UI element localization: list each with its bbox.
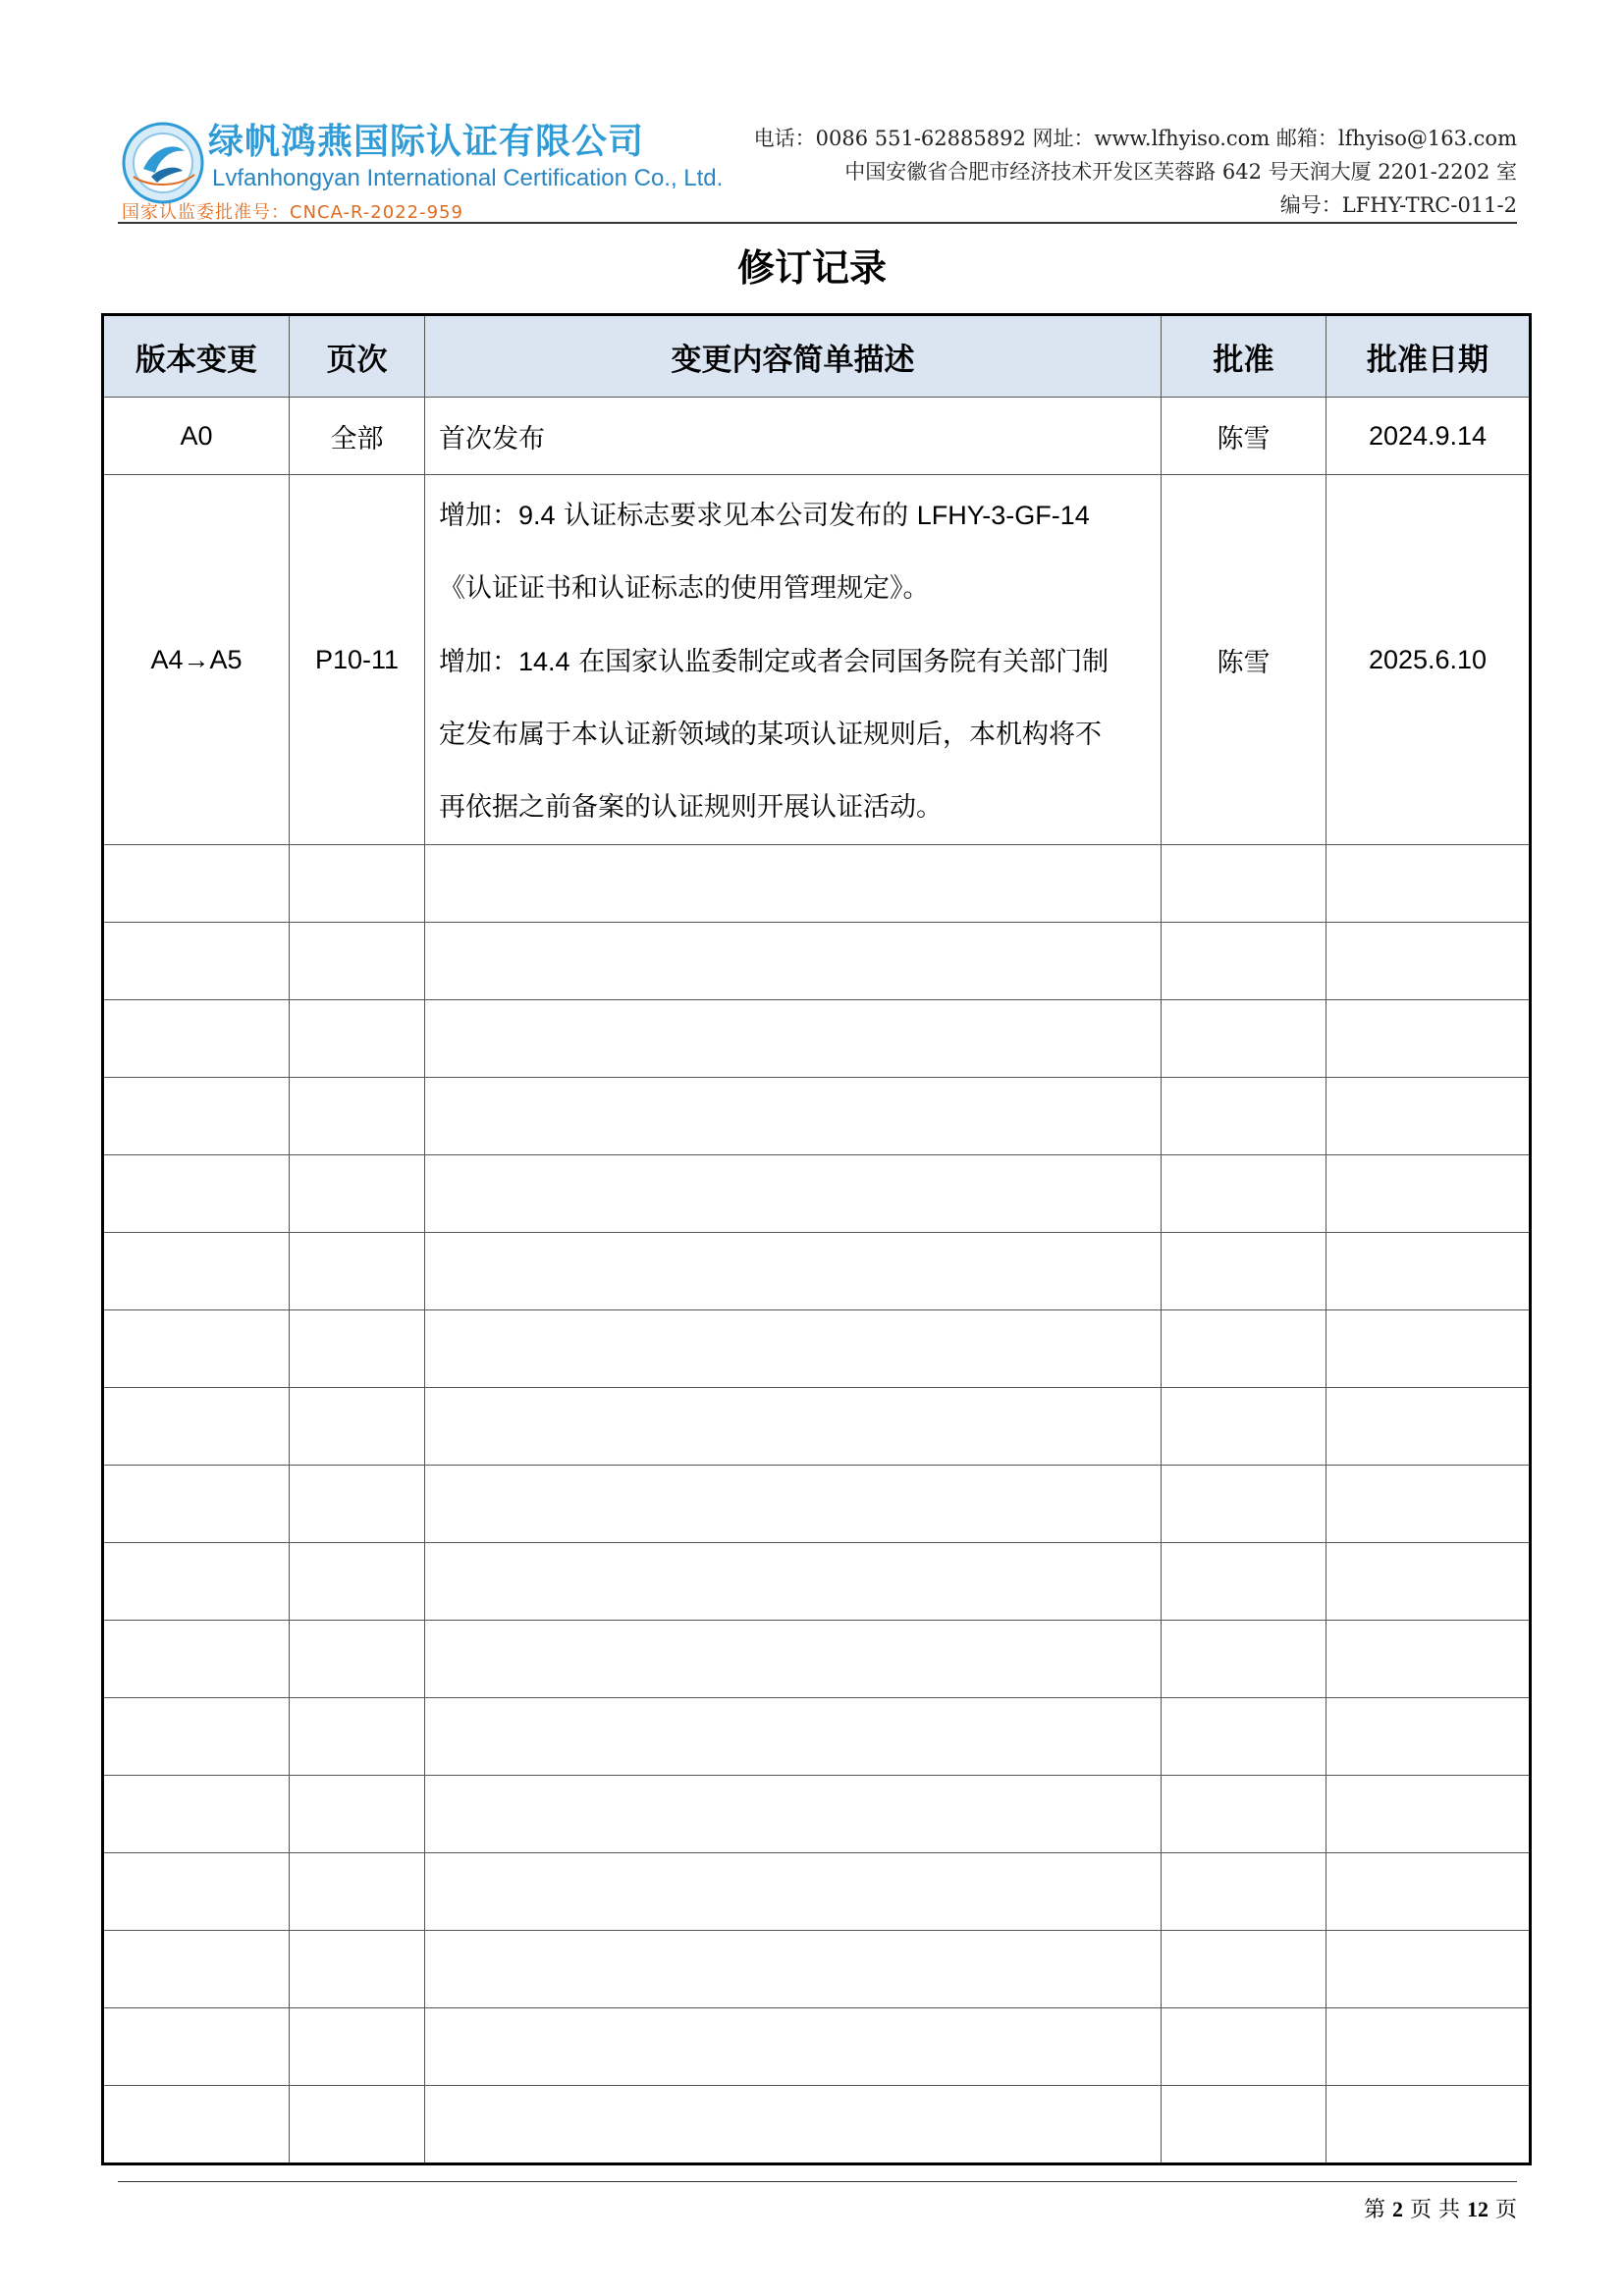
empty-cell <box>1162 1543 1326 1621</box>
footer-divider <box>118 2181 1517 2182</box>
table-row-empty <box>103 1000 1531 1078</box>
table-row-empty <box>103 1621 1531 1698</box>
empty-cell <box>103 1466 290 1543</box>
empty-cell <box>103 1698 290 1776</box>
page-label-mid: 页 共 <box>1409 2198 1460 2222</box>
column-header-date: 批准日期 <box>1326 315 1531 398</box>
empty-cell <box>425 1233 1162 1310</box>
empty-cell <box>1162 1776 1326 1853</box>
table-row-empty <box>103 1155 1531 1233</box>
description-line: 增加：14.4 在国家认监委制定或者会同国务院有关部门制 <box>439 647 1110 677</box>
empty-cell <box>1326 1310 1531 1388</box>
empty-cell <box>103 2086 290 2164</box>
column-header-version: 版本变更 <box>103 315 290 398</box>
cell-version: A0 <box>103 398 290 475</box>
cell-approver: 陈雪 <box>1162 475 1326 845</box>
empty-cell <box>1326 2008 1531 2086</box>
table-row-empty <box>103 2086 1531 2164</box>
empty-cell <box>425 2086 1162 2164</box>
empty-cell <box>1162 1155 1326 1233</box>
table-row-empty <box>103 1853 1531 1931</box>
empty-cell <box>425 1078 1162 1155</box>
document-number: 编号：LFHY-TRC-011-2 <box>1279 193 1517 217</box>
page-label-pre: 第 <box>1363 2198 1385 2222</box>
contact-line: 电话：0086 551-62885892 网址：www.lfhyiso.com 邮箱：lfhyiso@163.com <box>753 127 1517 150</box>
description-lines <box>439 475 1147 844</box>
table-header-row <box>103 315 1531 398</box>
empty-cell <box>425 1621 1162 1698</box>
empty-cell <box>1326 1543 1531 1621</box>
empty-cell <box>290 923 425 1000</box>
empty-cell <box>425 1776 1162 1853</box>
empty-cell <box>1162 1621 1326 1698</box>
empty-cell <box>1162 1310 1326 1388</box>
description-line: 定发布属于本认证新领域的某项认证规则后，本机构将不 <box>439 720 1102 750</box>
empty-cell <box>1326 1853 1531 1931</box>
empty-cell <box>1162 1931 1326 2008</box>
table-row-empty <box>103 2008 1531 2086</box>
empty-cell <box>103 1155 290 1233</box>
empty-cell <box>103 1310 290 1388</box>
empty-cell <box>1162 1233 1326 1310</box>
empty-cell <box>1162 1388 1326 1466</box>
empty-cell <box>103 845 290 923</box>
empty-cell <box>103 1853 290 1931</box>
description-line: 增加：9.4 认证标志要求见本公司发布的 LFHY-3-GF-14 <box>439 501 1090 531</box>
empty-cell <box>290 1853 425 1931</box>
cell-date: 2024.9.14 <box>1326 398 1531 475</box>
empty-cell <box>1326 1776 1531 1853</box>
empty-cell <box>290 2008 425 2086</box>
empty-cell <box>1162 1000 1326 1078</box>
page-label-post: 页 <box>1494 2198 1517 2222</box>
table-row <box>103 475 1531 845</box>
empty-cell <box>1326 1621 1531 1698</box>
company-name-en: Lvfanhongyan International Certification Co., Ltd. <box>212 165 724 191</box>
cell-approver: 陈雪 <box>1162 398 1326 475</box>
empty-cell <box>103 1931 290 2008</box>
empty-cell <box>290 1698 425 1776</box>
header-divider <box>118 222 1517 224</box>
empty-cell <box>290 845 425 923</box>
empty-cell <box>1326 1155 1531 1233</box>
empty-cell <box>425 1698 1162 1776</box>
description-line: 《认证证书和认证标志的使用管理规定》。 <box>439 573 930 604</box>
company-logo <box>118 110 724 226</box>
page-header <box>118 106 1517 222</box>
empty-cell <box>425 1310 1162 1388</box>
revision-table <box>101 313 1532 2165</box>
empty-cell <box>103 1543 290 1621</box>
column-header-approver: 批准 <box>1162 315 1326 398</box>
empty-cell <box>1162 845 1326 923</box>
table-row-empty <box>103 1310 1531 1388</box>
empty-cell <box>103 2008 290 2086</box>
contact-block <box>754 122 1517 222</box>
page-number <box>1364 2193 1517 2223</box>
empty-cell <box>1162 1078 1326 1155</box>
cell-version: A4→A5 <box>103 475 290 845</box>
empty-cell <box>1326 2086 1531 2164</box>
empty-cell <box>1326 1388 1531 1466</box>
empty-cell <box>1162 1853 1326 1931</box>
empty-cell <box>290 2086 425 2164</box>
cell-pages: 全部 <box>290 398 425 475</box>
empty-cell <box>1162 1698 1326 1776</box>
empty-cell <box>425 1853 1162 1931</box>
empty-cell <box>1326 923 1531 1000</box>
empty-cell <box>425 845 1162 923</box>
empty-cell <box>425 1155 1162 1233</box>
empty-cell <box>1326 1466 1531 1543</box>
empty-cell <box>1162 2008 1326 2086</box>
empty-cell <box>1162 1466 1326 1543</box>
cell-description: 首次发布 <box>425 398 1162 475</box>
cell-description <box>425 475 1162 845</box>
empty-cell <box>290 1931 425 2008</box>
empty-cell <box>290 1388 425 1466</box>
company-name-cn: 绿帆鸿燕国际认证有限公司 <box>208 122 645 162</box>
empty-cell <box>425 2008 1162 2086</box>
description-line: 再依据之前备案的认证规则开展认证活动。 <box>439 792 943 823</box>
empty-cell <box>290 1543 425 1621</box>
empty-cell <box>290 1310 425 1388</box>
empty-cell <box>425 1543 1162 1621</box>
table-row-empty <box>103 1931 1531 2008</box>
empty-cell <box>1326 845 1531 923</box>
table-row-empty <box>103 1543 1531 1621</box>
globe-logo-icon <box>118 118 208 208</box>
empty-cell <box>103 1000 290 1078</box>
empty-cell <box>425 1466 1162 1543</box>
empty-cell <box>103 1233 290 1310</box>
empty-cell <box>425 1000 1162 1078</box>
empty-cell <box>103 1078 290 1155</box>
column-header-pages: 页次 <box>290 315 425 398</box>
table-row-empty <box>103 1078 1531 1155</box>
empty-cell <box>1326 1078 1531 1155</box>
column-header-description: 变更内容简单描述 <box>425 315 1162 398</box>
empty-cell <box>1162 2086 1326 2164</box>
empty-cell <box>290 1078 425 1155</box>
empty-cell <box>103 923 290 1000</box>
empty-cell <box>290 1466 425 1543</box>
empty-cell <box>1326 1931 1531 2008</box>
empty-cell <box>1162 923 1326 1000</box>
empty-cell <box>425 1388 1162 1466</box>
table-row <box>103 398 1531 475</box>
empty-cell <box>1326 1698 1531 1776</box>
table-row-empty <box>103 1233 1531 1310</box>
current-page: 2 <box>1391 2197 1403 2221</box>
empty-cell <box>290 1000 425 1078</box>
table-row-empty <box>103 845 1531 923</box>
address-line: 中国安徽省合肥市经济技术开发区芙蓉路 642 号天润大厦 2201-2202 室 <box>844 160 1517 184</box>
total-pages: 12 <box>1466 2197 1489 2221</box>
empty-cell <box>425 1931 1162 2008</box>
table-row-empty <box>103 1698 1531 1776</box>
empty-cell <box>103 1388 290 1466</box>
table-row-empty <box>103 1388 1531 1466</box>
empty-cell <box>290 1621 425 1698</box>
cell-date: 2025.6.10 <box>1326 475 1531 845</box>
cell-pages: P10-11 <box>290 475 425 845</box>
empty-cell <box>1326 1000 1531 1078</box>
empty-cell <box>1326 1233 1531 1310</box>
empty-cell <box>290 1233 425 1310</box>
table-row-empty <box>103 1466 1531 1543</box>
empty-cell <box>103 1776 290 1853</box>
empty-cell <box>290 1155 425 1233</box>
table-row-empty <box>103 1776 1531 1853</box>
approval-number: 国家认监委批准号：CNCA-R-2022-959 <box>122 202 463 223</box>
page-title: 修订记录 <box>736 246 887 290</box>
empty-cell <box>290 1776 425 1853</box>
empty-cell <box>103 1621 290 1698</box>
empty-cell <box>425 923 1162 1000</box>
table-row-empty <box>103 923 1531 1000</box>
